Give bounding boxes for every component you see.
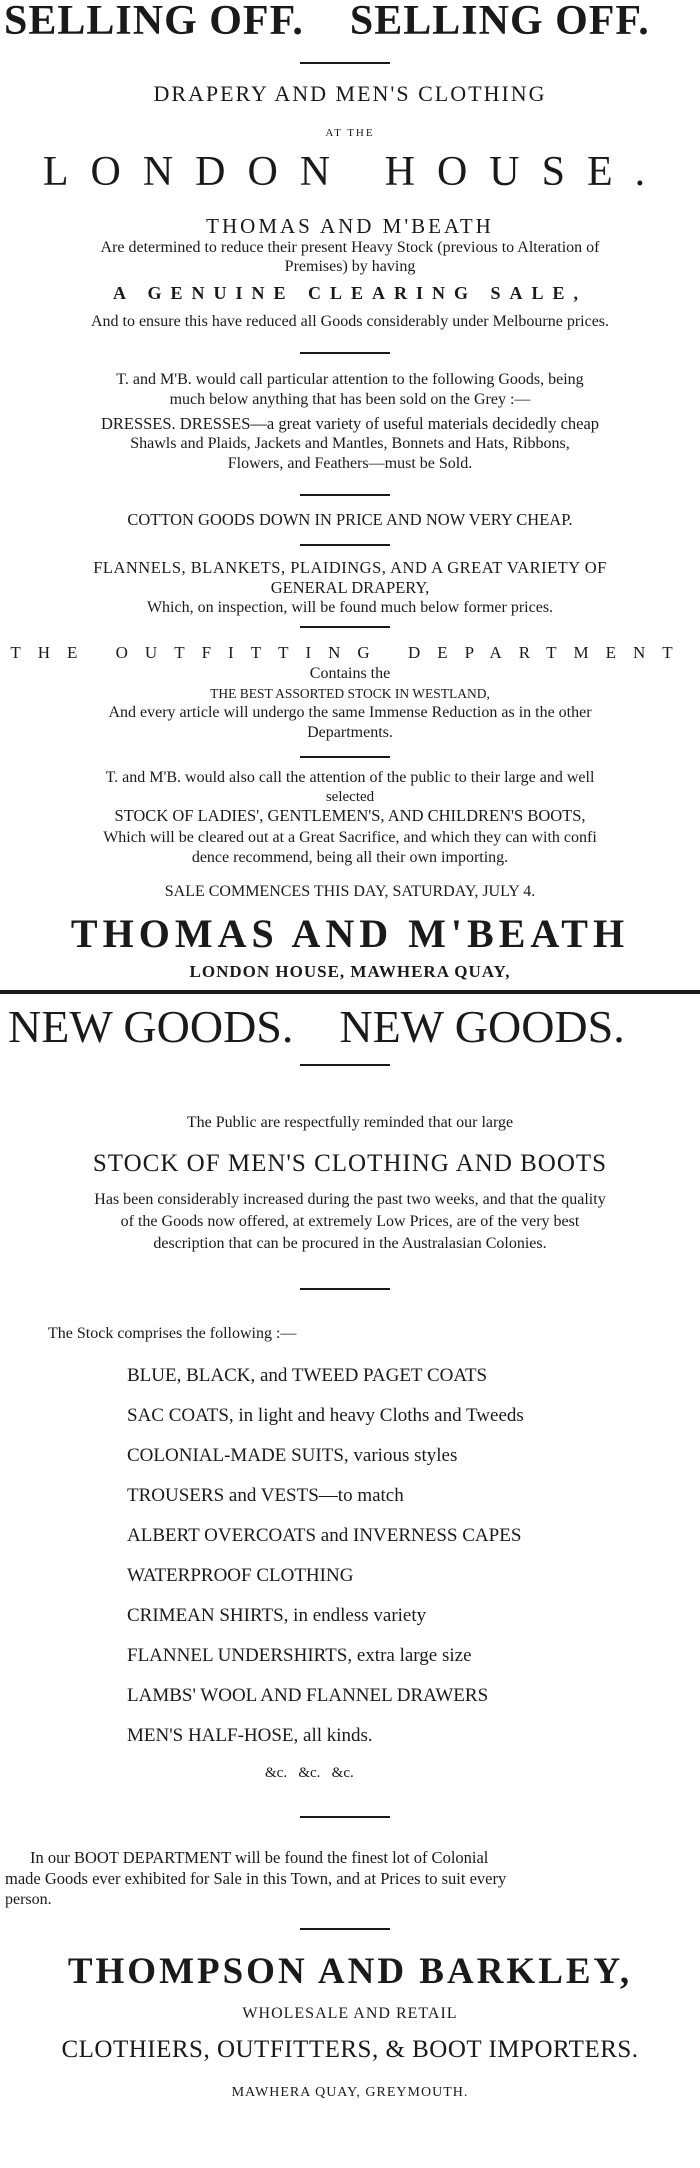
list-item: ALBERT OVERCOATS and INVERNESS CAPES <box>127 1525 522 1546</box>
increased-line-2: of the Goods now offered, at extremely Low Prices, are of the very best <box>120 1213 580 1230</box>
outfitting-line-3: And every article will undergo the same Immense Reduction as in the other <box>108 704 592 721</box>
divider <box>300 494 390 496</box>
boots-line-3: STOCK OF LADIES', GENTLEMEN'S, AND CHILDREN'S BOOTS, <box>114 806 586 825</box>
flannels-line-3: Which, on inspection, will be found much below former prices. <box>146 599 554 616</box>
reminder-line: The Public are respectfully reminded that our large <box>186 1114 514 1131</box>
list-item: FLANNEL UNDERSHIRTS, extra large size <box>127 1645 472 1666</box>
divider <box>300 1064 390 1066</box>
list-item: COLONIAL-MADE SUITS, various styles <box>127 1445 458 1466</box>
boots-line-1: T. and M'B. would also call the attention of the public to their large and well <box>105 769 595 786</box>
intro-line-2: Premises) by having <box>284 258 416 275</box>
divider <box>300 756 390 758</box>
attention-line-1: T. and M'B. would call particular attention to the following Goods, being <box>116 371 584 388</box>
boot-dept-line-3: person. <box>5 1891 52 1908</box>
stock-heading: STOCK OF MEN'S CLOTHING AND BOOTS <box>92 1150 608 1177</box>
list-item: WATERPROOF CLOTHING <box>127 1565 354 1586</box>
drapery-subhead: DRAPERY AND MEN'S CLOTHING <box>153 81 547 106</box>
comprises-line: The Stock comprises the following :— <box>48 1325 297 1342</box>
intro-line-1: Are determined to reduce their present Heavy Stock (previous to Alteration of <box>100 239 600 256</box>
increased-line-3: description that can be procured in the Australasian Colonies. <box>153 1235 547 1252</box>
list-item: TROUSERS and VESTS—to match <box>127 1485 404 1506</box>
list-item: SAC COATS, in light and heavy Cloths and Tweeds <box>127 1405 524 1426</box>
thompson-barkley-firm: THOMPSON AND BARKLEY, <box>67 1951 633 1992</box>
boot-dept-line-1: In our BOOT DEPARTMENT will be found the finest lot of Colonial <box>30 1848 489 1867</box>
list-item: LAMBS' WOOL AND FLANNEL DRAWERS <box>127 1685 489 1706</box>
boots-line-4: Which will be cleared out at a Great Sacrifice, and which they can with confi <box>103 829 597 846</box>
selling-off-headline: SELLING OFF. SELLING OFF. <box>4 0 650 44</box>
divider <box>300 626 390 628</box>
dresses-line-3: Flowers, and Feathers—must be Sold. <box>227 455 473 472</box>
firm-name: THOMAS AND M'BEATH <box>206 214 494 238</box>
outfitting-line-4: Departments. <box>307 724 393 741</box>
address-line: MAWHERA QUAY, GREYMOUTH. <box>231 2085 469 2100</box>
list-item: MEN'S HALF-HOSE, all kinds. <box>127 1725 373 1746</box>
etc-line: &c. &c. &c. <box>265 1765 354 1781</box>
at-the-label: AT THE <box>325 127 375 139</box>
boot-dept-line-2: made Goods ever exhibited for Sale in this Town, and at Prices to suit every <box>5 1869 507 1888</box>
divider <box>300 1288 390 1290</box>
outfitting-line-1: Contains the <box>309 665 391 682</box>
wholesale-retail: WHOLESALE AND RETAIL <box>242 2005 458 2022</box>
trades-line: CLOTHIERS, OUTFITTERS, & BOOT IMPORTERS. <box>61 2036 639 2063</box>
footer-address: LONDON HOUSE, MAWHERA QUAY, <box>189 962 511 981</box>
increased-line-1: Has been considerably increased during the past two weeks, and that the quality <box>94 1191 606 1208</box>
london-house-title: LONDON HOUSE. <box>42 149 668 195</box>
outfitting-line-2: THE BEST ASSORTED STOCK IN WESTLAND, <box>210 686 490 701</box>
outfitting-heading: THE OUTFITTING DEPARTMENT <box>10 643 690 662</box>
boots-line-5: dence recommend, being all their own importing. <box>191 849 509 866</box>
divider <box>300 1928 390 1930</box>
clearing-sale: A GENUINE CLEARING SALE, <box>112 283 588 303</box>
list-item: CRIMEAN SHIRTS, in endless variety <box>127 1605 427 1626</box>
dresses-line-1: DRESSES. DRESSES—a great variety of useful materials decidedly cheap <box>100 414 600 433</box>
boots-line-2: selected <box>325 789 375 805</box>
new-goods-headline: NEW GOODS. NEW GOODS. <box>8 1001 625 1052</box>
cotton-goods: COTTON GOODS DOWN IN PRICE AND NOW VERY CHEAP. <box>127 510 573 529</box>
advert-separator <box>0 990 700 994</box>
dresses-line-2: Shawls and Plaids, Jackets and Mantles, Bonnets and Hats, Ribbons, <box>130 435 570 452</box>
list-item: BLUE, BLACK, and TWEED PAGET COATS <box>127 1365 488 1386</box>
divider <box>300 352 390 354</box>
sale-commences: SALE COMMENCES THIS DAY, SATURDAY, JULY 4. <box>164 883 536 900</box>
footer-firm-name: THOMAS AND M'BEATH <box>70 911 630 956</box>
divider <box>300 1816 390 1818</box>
attention-line-2: much below anything that has been sold on the Grey :— <box>169 391 531 408</box>
divider <box>300 544 390 546</box>
divider <box>300 62 390 64</box>
flannels-line-2: GENERAL DRAPERY, <box>270 578 430 597</box>
ensure-line: And to ensure this have reduced all Goods considerably under Melbourne prices. <box>90 313 610 330</box>
flannels-line-1: FLANNELS, BLANKETS, PLAIDINGS, AND A GREAT VARIETY OF <box>93 558 607 577</box>
